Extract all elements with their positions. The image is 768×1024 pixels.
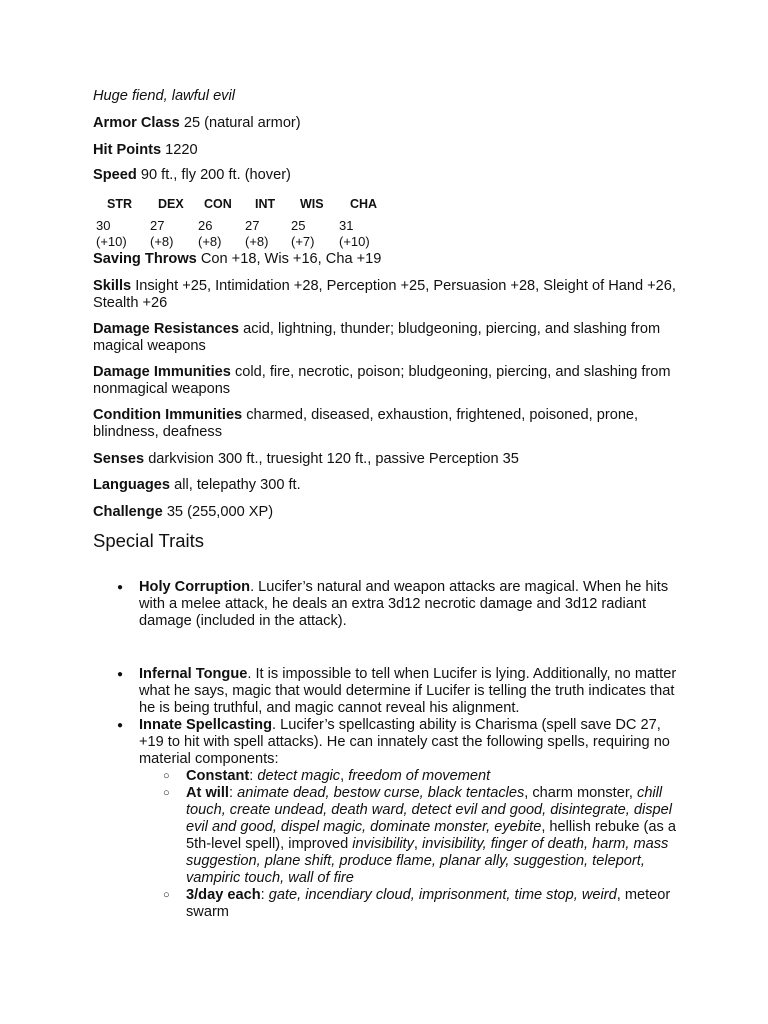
saving-throws-line [93,251,678,268]
spell-name: invisibility [352,836,414,852]
spell-group-3-day [139,887,683,921]
damage-resistances-value: acid, lightning, thunder; bludgeoning, piercing, and slashing from magical weapons [93,321,661,354]
ability-mod-dex: (+8) [150,234,174,249]
spell-text: , hellish rebuke (as a 5th-level spell), improved [186,819,676,852]
damage-resistances-label: Damage Resistances [93,321,240,337]
separator: , [413,836,423,852]
ability-score-str: 30 [96,218,111,233]
damage-immunities-value: cold, fire, necrotic, poison; bludgeoning, piercing, and slashing from nonmagical weapons [93,364,671,397]
spell-group-constant [139,768,683,785]
speed-value: 90 ft., fly 200 ft. (hover) [140,167,291,183]
spell-text: , charm monster, [524,785,638,801]
ability-header-con: CON [204,197,232,211]
languages-value: all, telepathy 300 ft. [174,477,301,493]
speed-label: Speed [93,167,137,183]
ability-score-wis: 25 [291,218,306,233]
condition-immunities-value: charmed, diseased, exhaustion, frightened, poisoned, prone, blindness, deafness [93,407,639,440]
ability-score-cha: 31 [339,218,354,233]
ability-header-cha: CHA [350,197,378,211]
spell-names: chill touch, create undead, death ward, detect evil and good, disintegrate, dispel evil and good, dispel magic, dominate monster, eyebite [186,785,672,835]
spell-name: detect magic [257,768,341,784]
hit-points-line [93,142,678,159]
ability-score-int: 27 [245,218,260,233]
ability-mod-cha: (+10) [339,234,370,249]
creature-subtitle: Huge fiend, lawful evil [93,88,235,104]
hit-points-label: Hit Points [93,142,162,158]
separator: : [249,768,258,784]
saving-throws-label: Saving Throws [93,251,197,267]
damage-immunities-label: Damage Immunities [93,364,231,380]
ability-mod-str: (+10) [96,234,127,249]
languages-label: Languages [93,477,171,493]
spell-list [139,768,683,921]
trait-text: . Lucifer’s natural and weapon attacks are magical. When he hits with a melee attack, he deals an extra 3d12 necrotic damage and 3d12 radiant damage (included in the attack). [139,579,669,629]
armor-class-label: Armor Class [93,115,180,131]
spell-name: freedom of movement [348,768,491,784]
separator: , [340,768,349,784]
armor-class-value: 25 (natural armor) [183,115,301,131]
trait-name: Infernal Tongue [139,666,248,682]
languages-line [93,477,678,494]
ability-header-str: STR [107,197,132,211]
skills-label: Skills [93,278,132,294]
challenge-value: 35 (255,000 XP) [166,504,274,520]
challenge-label: Challenge [93,504,163,520]
senses-line [93,451,678,468]
condition-immunities-line [93,407,678,441]
spell-group-label: Constant [186,768,250,784]
trait-list-2 [93,666,683,921]
trait-text: . Lucifer’s spellcasting ability is Charisma (spell save DC 27, +19 to hit with spell attacks). He can innately cast the following spells, requiring no material components: [139,717,670,767]
armor-class-line [93,115,678,132]
trait-name: Holy Corruption [139,579,251,595]
ability-score-con: 26 [198,218,213,233]
spell-group-at-will [139,785,683,887]
ability-header-dex: DEX [158,197,184,211]
separator: : [228,785,238,801]
condition-immunities-label: Condition Immunities [93,407,243,423]
spell-names: gate, incendiary cloud, imprisonment, time stop, weird [268,887,617,903]
trait-innate-spellcasting [93,717,683,921]
ability-header-wis: WIS [300,197,324,211]
spell-names: invisibility, finger of death, harm, mass suggestion, plane shift, produce flame, planar ally, suggestion, teleport, vampiric touch, wall of fire [186,836,669,886]
trait-text: . It is impossible to tell when Lucifer is lying. Additionally, no matter what he says, magic that would determine if Lucifer is telling the truth indicates that he is being truthful, and magic cannot reveal his alignment. [139,666,677,716]
senses-value: darkvision 300 ft., truesight 120 ft., passive Perception 35 [148,451,519,467]
spell-group-label: At will [186,785,229,801]
skills-value: Insight +25, Intimidation +28, Perception +25, Persuasion +28, Sleight of Hand +26, Stealth +26 [93,278,676,311]
special-traits-heading: Special Traits [93,530,205,551]
hit-points-value: 1220 [165,142,198,158]
ability-mod-int: (+8) [245,234,269,249]
ability-header-int: INT [255,197,276,211]
separator: : [260,887,269,903]
ability-mod-con: (+8) [198,234,222,249]
trait-name: Innate Spellcasting [139,717,272,733]
spell-names: animate dead, bestow curse, black tentacles [237,785,525,801]
spell-group-label: 3/day each [186,887,261,903]
challenge-line [93,504,678,521]
trait-list-1 [93,579,683,630]
trait-holy-corruption [93,579,683,630]
speed-line [93,167,678,184]
spell-text: , meteor swarm [186,887,671,920]
skills-line [93,278,678,312]
senses-label: Senses [93,451,145,467]
damage-immunities-line [93,364,678,398]
damage-resistances-line [93,321,678,355]
trait-infernal-tongue [93,666,683,717]
saving-throws-value: Con +18, Wis +16, Cha +19 [200,251,382,267]
ability-mod-wis: (+7) [291,234,315,249]
ability-score-dex: 27 [150,218,165,233]
